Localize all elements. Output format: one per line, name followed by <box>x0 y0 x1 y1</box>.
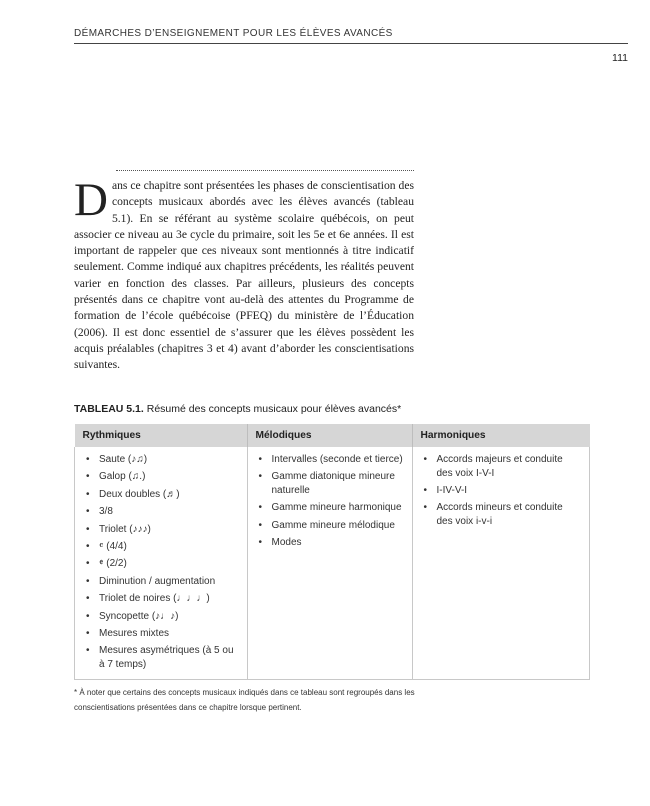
rythmique-item: • 𝄵 (2/2) <box>83 557 239 571</box>
harmoniques-cell <box>412 447 590 680</box>
harmonique-item: • Accords mineurs et conduite des voix i-v-i <box>421 501 582 528</box>
rythmique-item: • Saute (♪♫) <box>83 453 239 467</box>
rythmiques-cell <box>75 447 248 680</box>
concepts-table <box>74 424 590 680</box>
table-row <box>75 447 590 680</box>
table-caption-text: Résumé des concepts musicaux pour élèves avancés* <box>146 403 402 415</box>
melodique-item: • Gamme mineure mélodique <box>256 519 404 533</box>
column-header-harmoniques: Harmoniques <box>412 424 590 447</box>
rythmiques-list <box>83 453 239 671</box>
column-header-melodiques: Mélodiques <box>247 424 412 447</box>
rythmique-item: • Galop (♫.) <box>83 470 239 484</box>
rythmique-item: • Mesures asymétriques (à 5 ou à 7 temps) <box>83 644 239 671</box>
table-header-row <box>75 424 590 447</box>
harmonique-item: • I-IV-V-I <box>421 484 582 498</box>
harmoniques-list <box>421 453 582 528</box>
rythmique-item: • Mesures mixtes <box>83 627 239 641</box>
melodique-item: • Modes <box>256 536 404 550</box>
dotted-rule <box>116 170 414 171</box>
rythmique-item: • Diminution / augmentation <box>83 575 239 589</box>
melodique-item: • Gamme diatonique mineure naturelle <box>256 470 404 497</box>
harmonique-item: • Accords majeurs et conduite des voix I-V-I <box>421 453 582 480</box>
intro-text: ans ce chapitre sont présentées les phases de conscientisation des concepts musicaux abordés avec les élèves avancés (tableau 5.1). En se référant au système scolaire québécois, on peut associer ce niveau au 3e cycle du primaire, soit les 5e et 6e années. Il est important de rappeler que ces niveaux sont mentionnés à titre indicatif seulement. Comme indiqué aux chapitres précédents, les réalités peuvent varier en fonction des classes. Par ailleurs, plusieurs des concepts présentés dans ce chapitre vont au-delà des attentes du Programme de formation de l’école québécoise (PFEQ) du ministère de l’Éducation (2006). Il est donc essentiel de s’assurer que les élèves possèdent les acquis préalables (chapitres 3 et 4) avant d’aborder les conscientisations suivantes. <box>74 179 414 372</box>
rythmique-item: • 𝄴 (4/4) <box>83 540 239 554</box>
drop-cap: D <box>74 174 108 226</box>
intro-paragraph <box>74 174 414 374</box>
rythmique-item: • Triolet de noires (♩♩♩) <box>83 592 239 606</box>
melodique-item: • Gamme mineure harmonique <box>256 501 404 515</box>
running-header: DÉMARCHES D’ENSEIGNEMENT POUR LES ÉLÈVES AVANCÉS <box>74 28 393 39</box>
table-caption <box>74 403 634 415</box>
rythmique-item: • Deux doubles (♬) <box>83 488 239 502</box>
melodiques-cell <box>247 447 412 680</box>
table-caption-label: TABLEAU 5.1. <box>74 403 144 415</box>
rythmique-item: • 3/8 <box>83 505 239 519</box>
column-header-rythmiques: Rythmiques <box>75 424 248 447</box>
rythmique-item: • Syncopette (♪♩♪) <box>83 610 239 624</box>
melodique-item: • Intervalles (seconde et tierce) <box>256 453 404 467</box>
page-number: 111 <box>612 52 628 64</box>
melodiques-list <box>256 453 404 550</box>
rythmique-item: • Triolet (♪♪♪) <box>83 523 239 537</box>
header-rule <box>74 43 628 44</box>
table-footnote: * À noter que certains des concepts musicaux indiqués dans ce tableau sont regroupés dans les conscientisations présentées dans ce chapitre lorsque pertinent. <box>74 688 415 712</box>
